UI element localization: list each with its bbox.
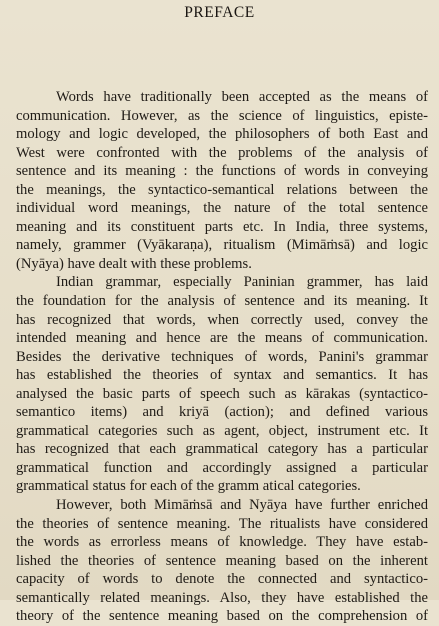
text-line: lished the theories of sentence meaning based on the inherent (16, 552, 428, 569)
text-line: West were confronted with the problems of the analysis of (16, 144, 428, 161)
text-line: semantically related meanings. Also, they have established the (16, 589, 428, 606)
paragraph-3 (16, 496, 428, 626)
text-line: Words have traditionally been accepted as the means of (56, 89, 428, 105)
text-line: has recognized that each grammatical category has a particular (16, 441, 428, 458)
text-line: However, both Mimāṁsā and Nyāya have further enriched (56, 497, 428, 514)
text-line: communication. However, as the science of linguistics, episte- (16, 107, 428, 124)
text-line: capacity of words to denote the connected and syntactico- (16, 571, 428, 588)
text-line: semantico items) and kriyā (action); and defined various (16, 404, 428, 421)
text-line: grammatical status for each of the gramm atical categories. (16, 478, 361, 495)
preface-body (16, 88, 428, 626)
text-line: the words as errorless means of knowledge. They have estab- (16, 534, 428, 551)
text-line: analysed the basic parts of speech such as kārakas (syntactico- (16, 385, 428, 402)
text-line: grammatical function and accordingly assigned a particular (16, 459, 428, 476)
text-line: grammatical categories such as agent, object, instrument etc. It (16, 422, 428, 439)
text-line: has established the theories of syntax and semantics. It has (16, 367, 428, 384)
page-title: PREFACE (184, 4, 255, 21)
text-line: intended meaning and hence are the means of communication. (16, 330, 428, 347)
text-line: namely, grammer (Vyākaraṇa), ritualism (Mimāṁsā) and logic (16, 237, 428, 254)
text-line: mology and logic developed, the philosophers of both East and (16, 126, 428, 143)
text-line: has recognized that words, when correctly used, convey the (16, 311, 428, 328)
text-line: sentence and its meaning : the functions of words in conveying (16, 163, 428, 180)
text-line: the meanings, the syntactico-semantical relations between the (16, 181, 428, 198)
text-line: the theories of sentence meaning. The ritualists have considered (16, 515, 428, 532)
text-line: meaning and its constituent parts etc. In India, three systems, (16, 218, 428, 235)
text-line: individual word meanings, the nature of the total sentence (16, 200, 428, 217)
text-line: the foundation for the analysis of sentence and its meaning. It (16, 293, 428, 310)
paragraph-2 (16, 273, 428, 496)
text-line: Indian grammar, especially Paninian grammer, has laid (56, 274, 428, 291)
text-line: (Nyāya) have dealt with these problems. (16, 255, 252, 272)
text-line: Besides the derivative techniques of words, Panini's grammar (16, 348, 428, 365)
paragraph-1 (16, 88, 428, 273)
text-line: theory of the sentence meaning based on the comprehension of (16, 608, 428, 625)
